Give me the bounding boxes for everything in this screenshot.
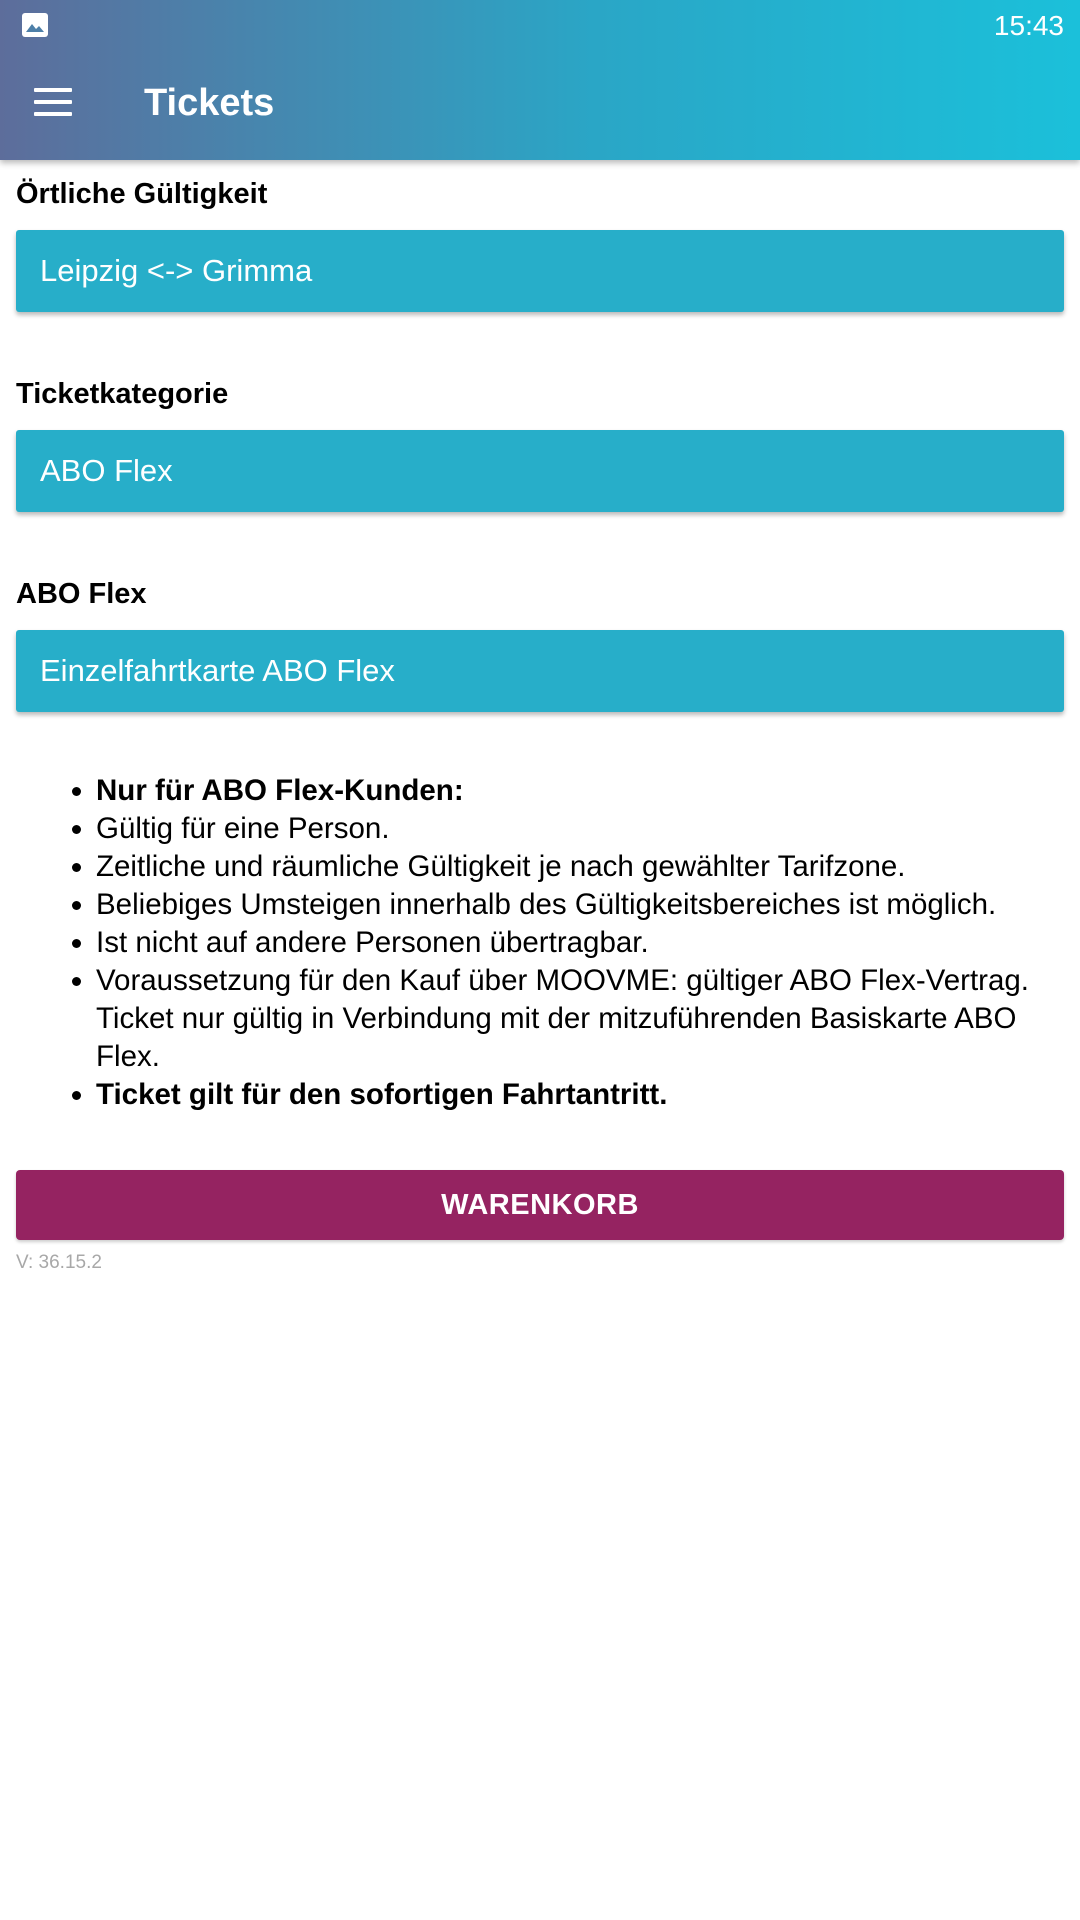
location-validity-label: Örtliche Gültigkeit (16, 178, 268, 210)
info-item: • Beliebiges Umsteigen innerhalb des Gültigkeitsbereiches ist möglich. (96, 886, 1064, 924)
cart-button[interactable]: WARENKORB (16, 1170, 1064, 1240)
ticket-info-list (16, 772, 1064, 1114)
status-time: 15:43 (993, 10, 1064, 41)
info-item: • Voraussetzung für den Kauf über MOOVME: gültiger ABO Flex-Vertrag. Ticket nur gültig in Verbindung mit der mitzuführenden Basiskarte ABO Flex. (96, 962, 1064, 1076)
info-item: • Zeitliche und räumliche Gültigkeit je nach gewählter Tarifzone. (96, 848, 1064, 886)
info-item: • Ist nicht auf andere Personen übertragbar. (96, 924, 1064, 962)
ticket-type-label: ABO Flex (16, 578, 147, 610)
info-item: • Nur für ABO Flex-Kunden: (96, 772, 1064, 810)
status-bar (0, 0, 1080, 50)
info-item: • Gültig für eine Person. (96, 810, 1064, 848)
app-bar (0, 0, 1080, 160)
hamburger-menu-icon[interactable] (34, 88, 74, 118)
info-item: • Ticket gilt für den sofortigen Fahrtantritt. (96, 1076, 1064, 1114)
ticket-category-selector[interactable]: ABO Flex (16, 430, 1064, 512)
image-icon (22, 13, 48, 37)
version-label: V: 36.15.2 (16, 1252, 102, 1273)
ticket-form (16, 160, 1064, 1274)
ticket-type-selector[interactable]: Einzelfahrtkarte ABO Flex (16, 630, 1064, 712)
location-validity-selector[interactable]: Leipzig <-> Grimma (16, 230, 1064, 312)
page-title: Tickets (144, 82, 275, 124)
ticket-category-label: Ticketkategorie (16, 378, 229, 410)
